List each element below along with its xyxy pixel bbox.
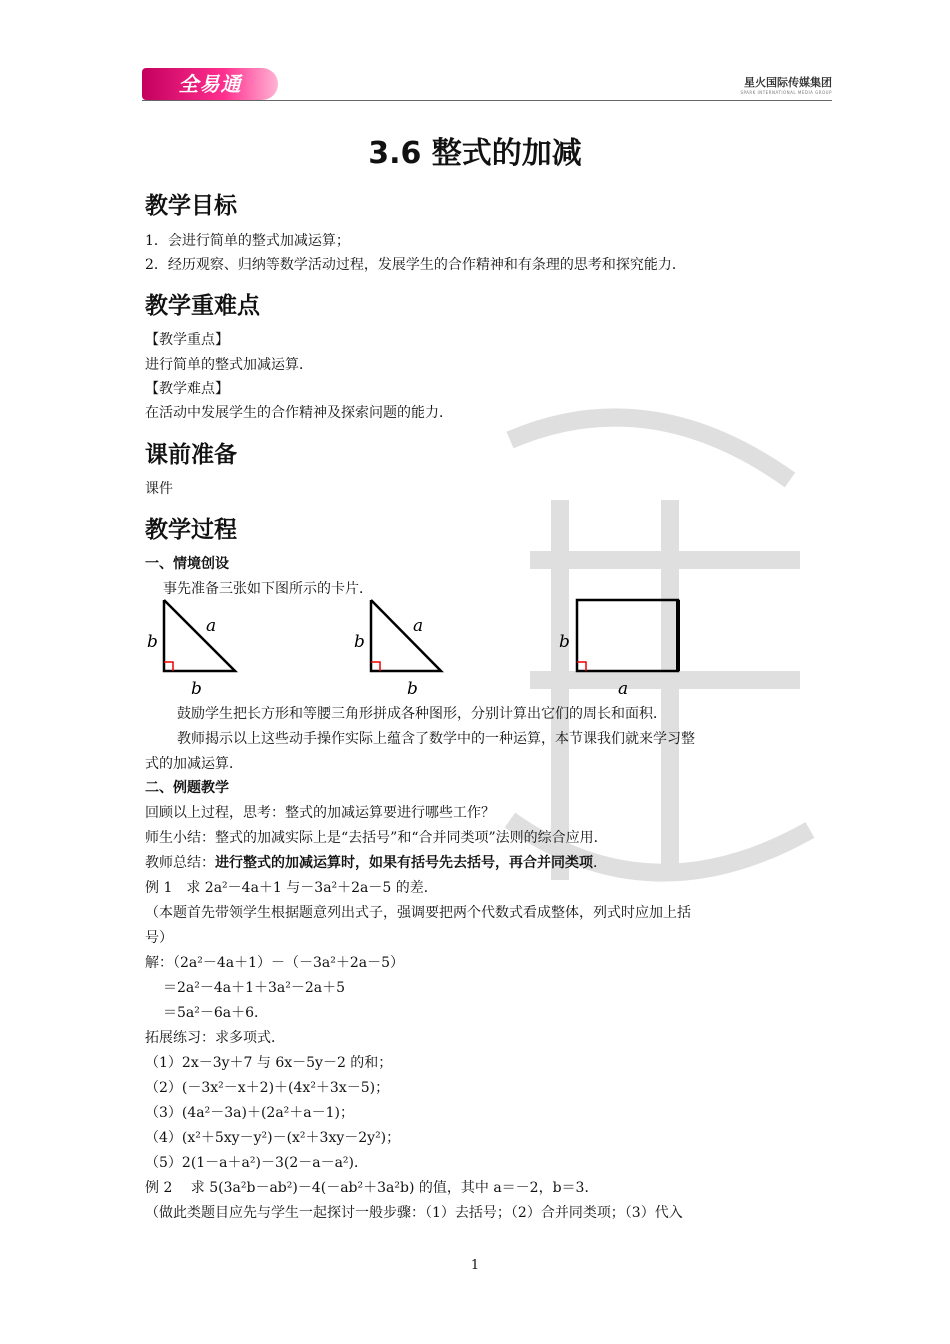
card-triangle-1 bbox=[147, 600, 235, 699]
examples-line-2: 师生小结：整式的加减实际上是“去括号”和“合并同类项”法则的综合应用． bbox=[145, 830, 608, 846]
extension-heading: 拓展练习：求多项式． bbox=[145, 1030, 285, 1046]
summary-bold: 进行整式的加减运算时，如果有括号先去括号，再合并同类项 bbox=[215, 855, 593, 871]
card2-base-label: b bbox=[407, 679, 418, 699]
card3-side-label: b bbox=[559, 632, 570, 652]
example-1-note-a: （本题首先带领学生根据题意列出式子，强调要把两个代数式看成整体，列式时应加上括 bbox=[145, 905, 691, 921]
section-heading-objectives: 教学目标 bbox=[145, 193, 237, 219]
example-1: 例 1 求 2a²－4a＋1 与－3a²＋2a－5 的差． bbox=[145, 880, 438, 896]
example-1-note-b: 号） bbox=[145, 930, 173, 946]
company-name-en: SPARK INTERNATIONAL MEDIA GROUP bbox=[740, 90, 832, 95]
card-rectangle bbox=[559, 600, 678, 699]
extension-item-5: （5）2(1－a＋a²)－3(2－a－a²)． bbox=[145, 1155, 368, 1171]
examples-line-1: 回顾以上过程，思考：整式的加减运算要进行哪些工作？ bbox=[145, 805, 495, 821]
key-point-label: 【教学重点】 bbox=[145, 332, 229, 348]
cards-figure bbox=[140, 595, 700, 700]
section-heading-preparation: 课前准备 bbox=[145, 442, 237, 468]
difficulty-label: 【教学难点】 bbox=[145, 381, 229, 397]
preparation-text: 课件 bbox=[145, 481, 173, 497]
scenario-after-1: 鼓励学生把长方形和等腰三角形拼成各种图形，分别计算出它们的周长和面积． bbox=[177, 706, 667, 722]
header-divider bbox=[142, 100, 832, 101]
objective-item-2: 2．经历观察、归纳等数学活动过程，发展学生的合作精神和有条理的思考和探究能力． bbox=[145, 257, 686, 273]
extension-item-2: （2）(－3x²－x＋2)＋(4x²＋3x－5)； bbox=[145, 1080, 390, 1096]
extension-item-1: （1）2x－3y＋7 与 6x－5y－2 的和； bbox=[145, 1055, 393, 1071]
solution-line-2: ＝2a²－4a＋1＋3a²－2a＋5 bbox=[163, 980, 346, 996]
examples-line-3 bbox=[145, 852, 607, 872]
card1-hyp-label: a bbox=[206, 616, 217, 636]
summary-suffix: ． bbox=[593, 855, 607, 871]
solution-line-3: ＝5a²－6a＋6． bbox=[163, 1005, 269, 1021]
extension-item-4: （4）(x²＋5xy－y²)－(x²＋3xy－2y²)； bbox=[145, 1130, 401, 1146]
brand-logo: 全易通 bbox=[142, 68, 278, 100]
company-name bbox=[740, 74, 832, 95]
scenario-text: 事先准备三张如下图所示的卡片． bbox=[163, 581, 373, 597]
section-heading-key-points: 教学重难点 bbox=[145, 293, 260, 319]
card2-hyp-label: a bbox=[413, 616, 424, 636]
scenario-after-2a: 教师揭示以上这些动手操作实际上蕴含了数学中的一种运算，本节课我们就来学习整 bbox=[177, 731, 695, 747]
key-point-text: 进行简单的整式加减运算． bbox=[145, 357, 313, 373]
difficulty-text: 在活动中发展学生的合作精神及探索问题的能力． bbox=[145, 405, 453, 421]
objective-item-1: 1．会进行简单的整式加减运算； bbox=[145, 233, 350, 249]
section-heading-process: 教学过程 bbox=[145, 517, 237, 543]
scenario-after-2b: 式的加减运算． bbox=[145, 756, 243, 772]
company-name-cn: 星火国际传媒集团 bbox=[744, 76, 832, 89]
page-title: 3.6 整式的加减 bbox=[368, 136, 582, 171]
card2-leg-label: b bbox=[354, 632, 365, 652]
example-2-note: （做此类题目应先与学生一起探讨一般步骤：（1）去括号；（2）合并同类项；（3）代入 bbox=[145, 1205, 683, 1221]
summary-prefix: 教师总结： bbox=[145, 855, 215, 871]
extension-item-3: （3）(4a²－3a)＋(2a²＋a－1)； bbox=[145, 1105, 354, 1121]
card1-leg-label: b bbox=[147, 632, 158, 652]
example-2: 例 2 求 5(3a²b－ab²)－4(－ab²＋3a²b) 的值，其中 a＝－2，b＝3． bbox=[145, 1180, 599, 1196]
subheading-examples: 二、例题教学 bbox=[145, 780, 229, 796]
subheading-scenario: 一、情境创设 bbox=[145, 556, 229, 572]
page-number: 1 bbox=[470, 1258, 480, 1273]
card-triangle-2 bbox=[354, 600, 441, 699]
card1-base-label: b bbox=[191, 679, 202, 699]
solution-line-1: 解：（2a²－4a＋1）－（－3a²＋2a－5） bbox=[145, 955, 405, 971]
card3-base-label: a bbox=[618, 679, 629, 699]
